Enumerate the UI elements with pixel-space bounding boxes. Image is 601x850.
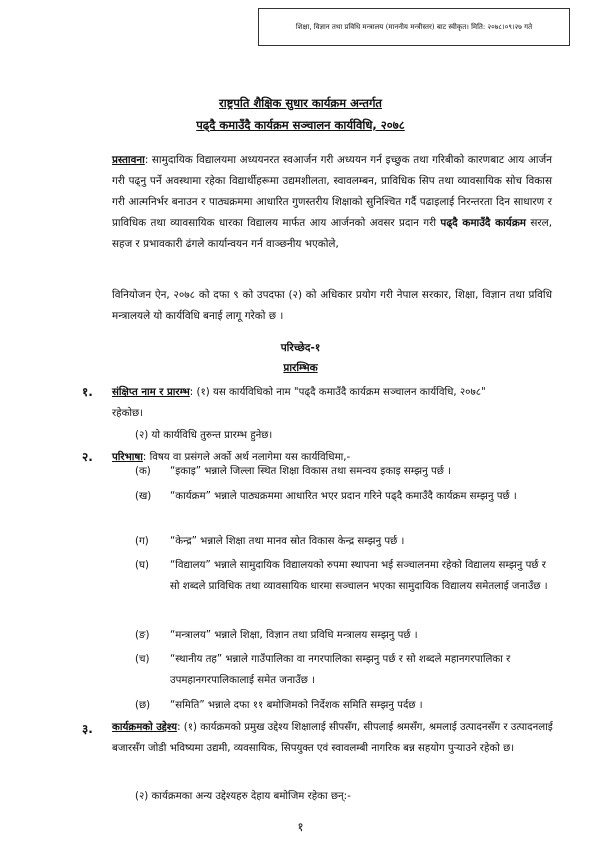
definition-item	[135, 649, 555, 691]
definition-item	[135, 531, 555, 552]
page-number: १	[297, 820, 304, 834]
program-name: पढ्दै कमाउँदै कार्यक्रम	[440, 217, 527, 229]
definition-marker: (घ)	[135, 560, 149, 571]
definition-marker: (च)	[135, 654, 150, 665]
preamble-text-a: : सामुदायिक विद्यालयमा अध्ययनरत स्वआर्जन गरी अध्ययन गर्न इच्छुक तथा गरिबीको कारणबाट आय आर्जन गरी पढ्नु पर्ने अवस्थामा रहेका विद्यार्थीहरूमा उद्यमशीलता, स्वावलम्बन, प्राविधिक सिप तथा व्यावसायिक सोच विकास गरी आत्मनिर्भर बनाउन र पाठ्यक्रममा आधारित गुणस्तरीय शिक्षाको सुनिश्चित गर्दै पढाइलाई निरन्तरता दिन साधारण र प्राविधिक तथा व्यावसायिक धारका विद्यालय मार्फत आय आर्जनको अवसर प्रदान गरी	[112, 154, 552, 229]
approval-note: शिक्षा, विज्ञान तथा प्रविधि मन्त्रालय (माननीय मन्त्रीस्तर) बाट स्वीकृत। मिति: २०७८।०९।२७ गते	[295, 23, 533, 31]
definition-item	[135, 486, 555, 507]
definition-marker: (छ)	[135, 700, 151, 711]
preamble-paragraph	[112, 150, 552, 255]
section2-number: २.	[82, 450, 93, 464]
section1-number: १.	[82, 385, 93, 399]
definition-text: “इकाइ” भन्नाले जिल्ला स्थित शिक्षा विकास तथा समन्वय इकाइ सम्झनु पर्छ ।	[170, 466, 451, 477]
section2-label: परिभाषा	[112, 452, 143, 463]
section1-text1b: रहेकोछ।	[112, 408, 144, 419]
section1-text2: (२) यो कार्यविधि तुरुन्त प्रारम्भ हुनेछ।	[135, 430, 273, 441]
section1-line1	[112, 384, 486, 398]
definition-text: “केन्द्र” भन्नाले शिक्षा तथा मानव स्रोत विकास केन्द्र सम्झनु पर्छ ।	[170, 536, 405, 547]
definition-text: “समिति” भन्नाले दफा ११ बमोजिमको निर्देशक समिति सम्झनु पर्दछ ।	[170, 700, 423, 711]
chapter-number: परिच्छेद-१	[280, 342, 321, 354]
section1-label: संक्षिप्त नाम र प्रारम्भ	[112, 387, 190, 398]
definition-marker: (ख)	[135, 491, 152, 502]
section3-text1: : (१) कार्यक्रमको प्रमुख उद्देश्य शिक्षालाई सीपसँग, सीपलाई श्रमसँग, श्रमलाई उत्पादनसँग र उत्पादनलाई बजारसँग जोडी भविष्यमा उद्यमी, व्यवसायिक, सिपयुक्त एवं स्वावलम्बी नागरिक बन्न सहयोग पुऱ्याउने रहेको छ।	[112, 722, 553, 754]
definition-text: “मन्त्रालय” भन्नाले शिक्षा, विज्ञान तथा प्रविधि मन्त्रालय सम्झनु पर्छ ।	[170, 630, 418, 641]
preamble-text-b: सरल, सहज र प्रभावकारी ढंगले कार्यान्वयन गर्न वाञ्छनीय भएकोले,	[112, 217, 552, 250]
definition-item	[135, 461, 555, 482]
definition-text: “कार्यक्रम” भन्नाले पाठ्यक्रममा आधारित भएर प्रदान गरिने पढ्दै कमाउँदै कार्यक्रम सम्झनु पर्छ ।	[170, 491, 517, 502]
enactment-paragraph: विनियोजन ऐन, २०७८ को दफा ९ को उपदफा (२) को अधिकार प्रयोग गरी नेपाल सरकार, शिक्षा, विज्ञान तथा प्रविधि मन्त्रालयले यो कार्यविधि बनाई लागू गरेको छ ।	[112, 289, 552, 322]
definition-text: “विद्यालय” भन्नाले सामुदायिक विद्यालयको रुपमा स्थापना भई सञ्चालनमा रहेको विद्यालय सम्झनु पर्छ र सो शब्दले प्राविधिक तथा व्यावसायिक धारमा सञ्चालन भएका सामुदायिक विद्यालय समेतलाई जनाउँछ ।	[170, 560, 548, 592]
definition-text: “स्थानीय तह” भन्नाले गाउँपालिका वा नगरपालिका सम्झनु पर्छ र सो शब्दले महानगरपालिका र उपमहानगरपालिकालाई समेत जनाउँछ ।	[170, 654, 511, 686]
chapter-title: प्रारम्भिक	[283, 362, 318, 374]
approval-note-box	[258, 8, 570, 46]
definition-item	[135, 555, 555, 597]
document-title-line2: पढ्दै कमाउँदै कार्यक्रम सञ्चालन कार्यविधि, २०७८	[196, 118, 405, 132]
section3-number: ३.	[82, 722, 93, 736]
definition-marker: (ग)	[135, 536, 149, 547]
section2-intro: : विषय वा प्रसंगले अर्को अर्थ नलागेमा यस कार्यविधिमा,-	[142, 452, 351, 463]
definition-item	[135, 625, 555, 646]
document-title-line1: राष्ट्रपति शैक्षिक सुधार कार्यक्रम अन्तर्गत	[219, 96, 382, 110]
definition-marker: (ङ)	[135, 630, 150, 641]
definition-marker: (क)	[135, 466, 151, 477]
preamble-label: प्रस्तावना	[112, 154, 145, 166]
section1-text1: : (१) यस कार्यविधिको नाम "पढ्दै कमाउँदै कार्यक्रम सञ्चालन कार्यविधि, २०७८"	[189, 387, 486, 398]
definition-item	[135, 695, 555, 716]
section3-paragraph	[112, 717, 557, 759]
section3-label: कार्यक्रमको उद्देश्य	[112, 722, 178, 733]
section3-text2: (२) कार्यक्रमका अन्य उद्देश्यहरु देहाय बमोजिम रहेका छन्:-	[135, 791, 351, 802]
